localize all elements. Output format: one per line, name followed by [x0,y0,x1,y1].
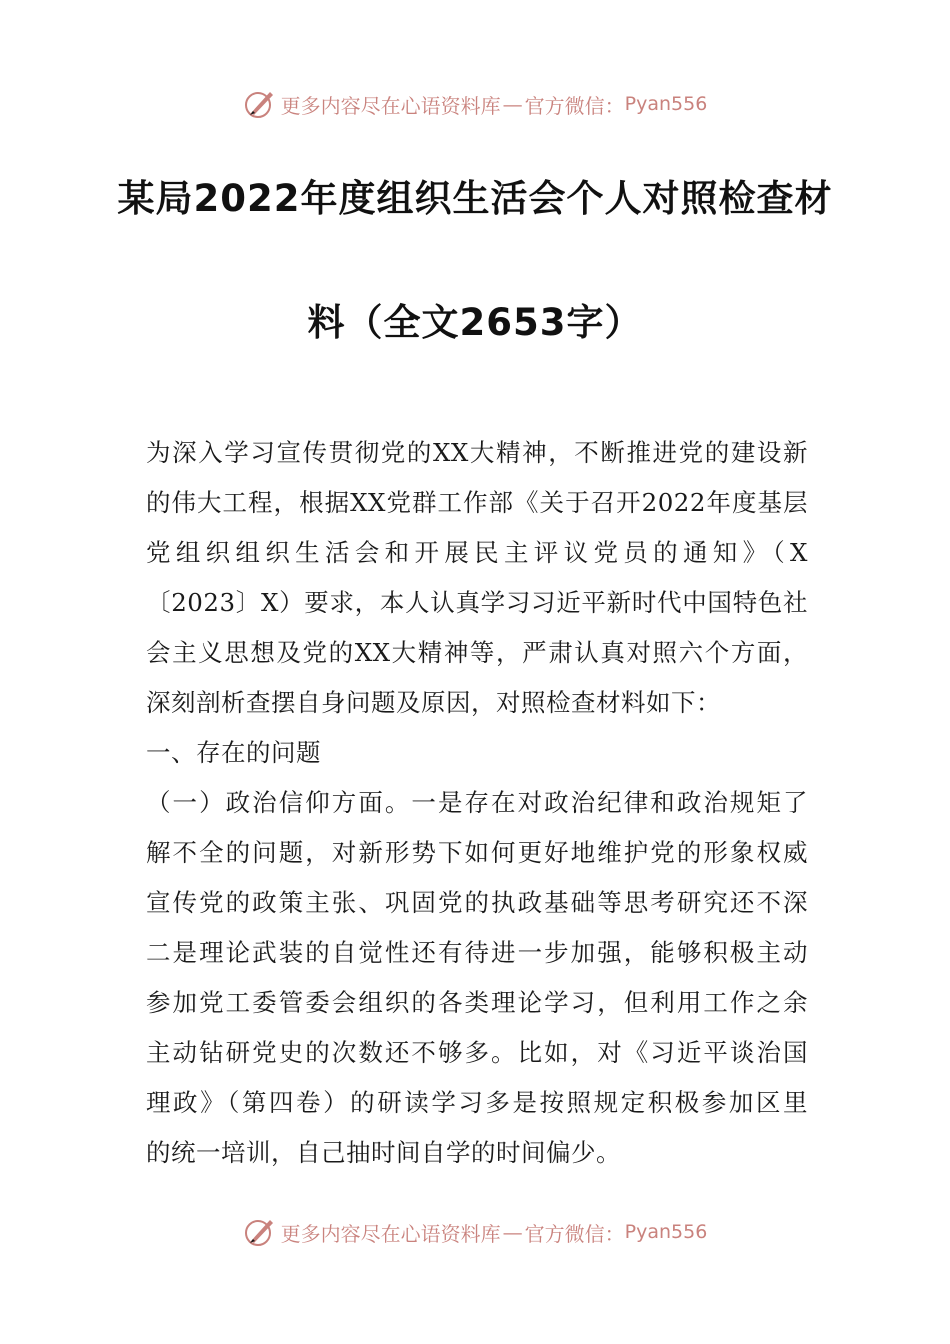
body-line: 的统一培训，自己抽时间自学的时间偏少。 [146,1138,621,1167]
body-line: 解不全的问题，对新形势下如何更好地维护党的形象权威 [146,838,808,867]
watermark-separator: — [502,92,523,116]
body-line: 〔2023〕X）要求，本人认真学习习近平新时代中国特色社 [146,588,808,617]
body-line: （一）政治信仰方面。一是存在对政治纪律和政治规矩了 [146,788,808,817]
body-line: 深刻剖析查摆自身问题及原因，对照检查材料如下： [146,688,721,717]
watermark-separator: — [502,1220,523,1244]
watermark-brand: 更多内容尽在心语资料库 [280,93,501,118]
watermark-label: 官方微信： [524,1221,625,1246]
body-line: 宣传党的政策主张、巩固党的执政基础等思考研究还不深 [146,888,808,917]
watermark-footer [0,1212,950,1252]
body-line: 为深入学习宣传贯彻党的XX大精神，不断推进党的建设新 [146,438,808,467]
watermark-id: Pyan556 [624,93,708,115]
watermark-header [0,84,950,124]
document-body [146,434,808,1184]
body-line: 党组织组织生活会和开展民主评议党员的通知》（X [146,538,808,567]
body-line: 理政》（第四卷）的研读学习多是按照规定积极参加区里 [146,1088,808,1117]
document-title-line-1: 某局2022年度组织生活会个人对照检查材 [117,177,833,220]
body-line: 的伟大工程，根据XX党群工作部《关于召开2022年度基层 [146,488,808,517]
watermark-brand: 更多内容尽在心语资料库 [280,1221,501,1246]
body-line: 会主义思想及党的XX大精神等，严肃认真对照六个方面， [146,638,808,667]
body-line: 二是理论武装的自觉性还有待进一步加强，能够积极主动 [146,938,808,967]
document-title-line-2: 料（全文2653字） [307,301,643,344]
body-line: 主动钻研党史的次数还不够多。比如，对《习近平谈治国 [146,1038,808,1067]
watermark-id: Pyan556 [624,1221,708,1243]
quill-logo-icon [243,87,277,121]
body-line: 参加党工委管委会组织的各类理论学习，但利用工作之余 [146,988,808,1017]
watermark-label: 官方微信： [524,93,625,118]
section-heading: 一、存在的问题 [146,738,321,767]
quill-logo-icon [243,1215,277,1249]
